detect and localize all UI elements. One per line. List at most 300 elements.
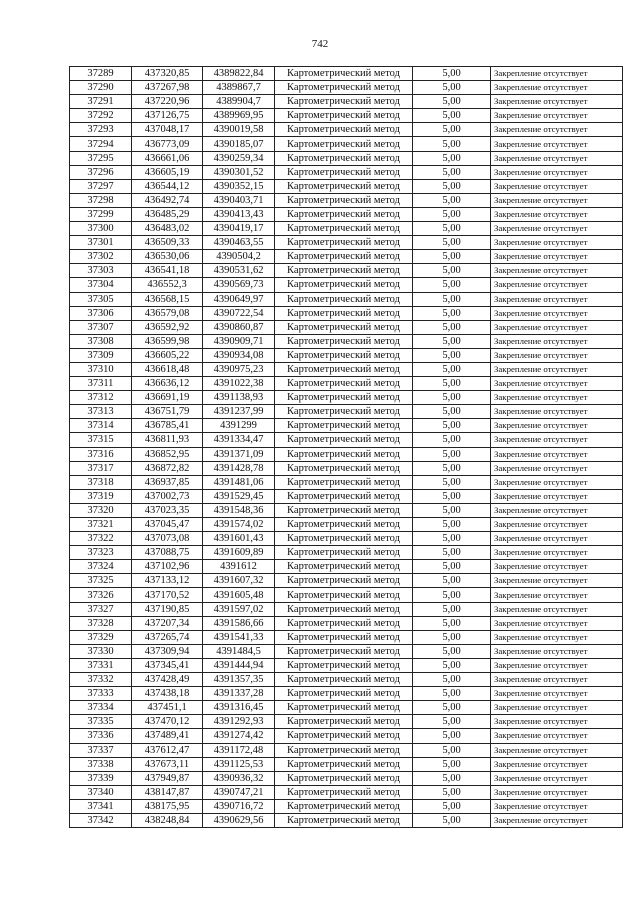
y-coordinate-cell: 4391337,28 <box>203 687 275 701</box>
y-coordinate-cell: 4391612 <box>203 560 275 574</box>
note-cell: Закрепление отсутствует <box>491 179 623 193</box>
y-coordinate-cell: 4390185,07 <box>203 137 275 151</box>
point-number-cell: 37294 <box>70 137 132 151</box>
method-cell: Картометрический метод <box>275 701 413 715</box>
precision-cell: 5,00 <box>413 81 491 95</box>
point-number-cell: 37335 <box>70 715 132 729</box>
x-coordinate-cell: 437949,87 <box>132 771 203 785</box>
point-number-cell: 37323 <box>70 546 132 560</box>
y-coordinate-cell: 4391138,93 <box>203 391 275 405</box>
table-row <box>70 222 623 236</box>
precision-cell: 5,00 <box>413 447 491 461</box>
point-number-cell: 37299 <box>70 207 132 221</box>
method-cell: Картометрический метод <box>275 222 413 236</box>
method-cell: Картометрический метод <box>275 67 413 81</box>
method-cell: Картометрический метод <box>275 405 413 419</box>
y-coordinate-cell: 4391022,38 <box>203 377 275 391</box>
method-cell: Картометрический метод <box>275 644 413 658</box>
point-number-cell: 37327 <box>70 602 132 616</box>
x-coordinate-cell: 437088,75 <box>132 546 203 560</box>
note-cell: Закрепление отсутствует <box>491 193 623 207</box>
note-cell: Закрепление отсутствует <box>491 518 623 532</box>
x-coordinate-cell: 436691,19 <box>132 391 203 405</box>
x-coordinate-cell: 436552,3 <box>132 278 203 292</box>
y-coordinate-cell: 4390301,52 <box>203 165 275 179</box>
x-coordinate-cell: 437045,47 <box>132 518 203 532</box>
table-row <box>70 348 623 362</box>
note-cell: Закрепление отсутствует <box>491 743 623 757</box>
precision-cell: 5,00 <box>413 757 491 771</box>
note-cell: Закрепление отсутствует <box>491 236 623 250</box>
point-number-cell: 37291 <box>70 95 132 109</box>
x-coordinate-cell: 437133,12 <box>132 574 203 588</box>
method-cell: Картометрический метод <box>275 81 413 95</box>
y-coordinate-cell: 4391609,89 <box>203 546 275 560</box>
x-coordinate-cell: 436509,33 <box>132 236 203 250</box>
x-coordinate-cell: 437345,41 <box>132 658 203 672</box>
precision-cell: 5,00 <box>413 419 491 433</box>
table-row <box>70 250 623 264</box>
note-cell: Закрепление отсутствует <box>491 799 623 813</box>
note-cell: Закрепление отсутствует <box>491 433 623 447</box>
method-cell: Картометрический метод <box>275 503 413 517</box>
precision-cell: 5,00 <box>413 264 491 278</box>
point-number-cell: 37340 <box>70 785 132 799</box>
note-cell: Закрепление отсутствует <box>491 574 623 588</box>
precision-cell: 5,00 <box>413 67 491 81</box>
x-coordinate-cell: 437207,34 <box>132 616 203 630</box>
note-cell: Закрепление отсутствует <box>491 81 623 95</box>
table-row <box>70 687 623 701</box>
table-row <box>70 743 623 757</box>
precision-cell: 5,00 <box>413 109 491 123</box>
note-cell: Закрепление отсутствует <box>491 292 623 306</box>
table-row <box>70 151 623 165</box>
method-cell: Картометрический метод <box>275 320 413 334</box>
x-coordinate-cell: 436605,19 <box>132 165 203 179</box>
point-number-cell: 37292 <box>70 109 132 123</box>
x-coordinate-cell: 437320,85 <box>132 67 203 81</box>
x-coordinate-cell: 436530,06 <box>132 250 203 264</box>
precision-cell: 5,00 <box>413 433 491 447</box>
y-coordinate-cell: 4390975,23 <box>203 362 275 376</box>
point-number-cell: 37296 <box>70 165 132 179</box>
point-number-cell: 37336 <box>70 729 132 743</box>
point-number-cell: 37330 <box>70 644 132 658</box>
y-coordinate-cell: 4390909,71 <box>203 334 275 348</box>
x-coordinate-cell: 437023,35 <box>132 503 203 517</box>
point-number-cell: 37317 <box>70 461 132 475</box>
table-row <box>70 574 623 588</box>
note-cell: Закрепление отсутствует <box>491 264 623 278</box>
note-cell: Закрепление отсутствует <box>491 250 623 264</box>
note-cell: Закрепление отсутствует <box>491 729 623 743</box>
table-row <box>70 588 623 602</box>
table-row <box>70 560 623 574</box>
precision-cell: 5,00 <box>413 461 491 475</box>
x-coordinate-cell: 436568,15 <box>132 292 203 306</box>
point-number-cell: 37342 <box>70 813 132 827</box>
y-coordinate-cell: 4391574,02 <box>203 518 275 532</box>
point-number-cell: 37339 <box>70 771 132 785</box>
precision-cell: 5,00 <box>413 236 491 250</box>
table-row <box>70 433 623 447</box>
table-row <box>70 489 623 503</box>
table-row <box>70 518 623 532</box>
note-cell: Закрепление отсутствует <box>491 813 623 827</box>
x-coordinate-cell: 436485,29 <box>132 207 203 221</box>
x-coordinate-cell: 436852,95 <box>132 447 203 461</box>
x-coordinate-cell: 437220,96 <box>132 95 203 109</box>
table-row <box>70 630 623 644</box>
y-coordinate-cell: 4390747,21 <box>203 785 275 799</box>
point-number-cell: 37318 <box>70 475 132 489</box>
x-coordinate-cell: 436811,93 <box>132 433 203 447</box>
note-cell: Закрепление отсутствует <box>491 137 623 151</box>
x-coordinate-cell: 436636,12 <box>132 377 203 391</box>
precision-cell: 5,00 <box>413 799 491 813</box>
method-cell: Картометрический метод <box>275 518 413 532</box>
point-number-cell: 37332 <box>70 673 132 687</box>
point-number-cell: 37311 <box>70 377 132 391</box>
precision-cell: 5,00 <box>413 292 491 306</box>
table-row <box>70 334 623 348</box>
method-cell: Картометрический метод <box>275 715 413 729</box>
table-row <box>70 503 623 517</box>
point-number-cell: 37304 <box>70 278 132 292</box>
precision-cell: 5,00 <box>413 560 491 574</box>
y-coordinate-cell: 4391371,09 <box>203 447 275 461</box>
x-coordinate-cell: 436605,22 <box>132 348 203 362</box>
x-coordinate-cell: 436599,98 <box>132 334 203 348</box>
table-row <box>70 292 623 306</box>
table-row <box>70 771 623 785</box>
table-row <box>70 95 623 109</box>
method-cell: Картометрический метод <box>275 236 413 250</box>
x-coordinate-cell: 437673,11 <box>132 757 203 771</box>
precision-cell: 5,00 <box>413 179 491 193</box>
x-coordinate-cell: 437612,47 <box>132 743 203 757</box>
x-coordinate-cell: 436785,41 <box>132 419 203 433</box>
precision-cell: 5,00 <box>413 207 491 221</box>
point-number-cell: 37293 <box>70 123 132 137</box>
x-coordinate-cell: 436541,18 <box>132 264 203 278</box>
method-cell: Картометрический метод <box>275 574 413 588</box>
point-number-cell: 37325 <box>70 574 132 588</box>
y-coordinate-cell: 4391357,35 <box>203 673 275 687</box>
point-number-cell: 37319 <box>70 489 132 503</box>
note-cell: Закрепление отсутствует <box>491 391 623 405</box>
point-number-cell: 37302 <box>70 250 132 264</box>
precision-cell: 5,00 <box>413 658 491 672</box>
y-coordinate-cell: 4390463,55 <box>203 236 275 250</box>
method-cell: Картометрический метод <box>275 602 413 616</box>
x-coordinate-cell: 436592,92 <box>132 320 203 334</box>
method-cell: Картометрический метод <box>275 109 413 123</box>
method-cell: Картометрический метод <box>275 461 413 475</box>
precision-cell: 5,00 <box>413 123 491 137</box>
table-row <box>70 306 623 320</box>
method-cell: Картометрический метод <box>275 278 413 292</box>
x-coordinate-cell: 437126,75 <box>132 109 203 123</box>
table-row <box>70 419 623 433</box>
method-cell: Картометрический метод <box>275 264 413 278</box>
precision-cell: 5,00 <box>413 193 491 207</box>
table-row <box>70 109 623 123</box>
precision-cell: 5,00 <box>413 377 491 391</box>
method-cell: Картометрический метод <box>275 137 413 151</box>
y-coordinate-cell: 4391428,78 <box>203 461 275 475</box>
method-cell: Картометрический метод <box>275 616 413 630</box>
y-coordinate-cell: 4391529,45 <box>203 489 275 503</box>
table-row <box>70 165 623 179</box>
x-coordinate-cell: 437489,41 <box>132 729 203 743</box>
x-coordinate-cell: 436773,09 <box>132 137 203 151</box>
note-cell: Закрепление отсутствует <box>491 461 623 475</box>
precision-cell: 5,00 <box>413 715 491 729</box>
table-row <box>70 193 623 207</box>
method-cell: Картометрический метод <box>275 475 413 489</box>
method-cell: Картометрический метод <box>275 743 413 757</box>
y-coordinate-cell: 4391172,48 <box>203 743 275 757</box>
y-coordinate-cell: 4390649,97 <box>203 292 275 306</box>
table-row <box>70 179 623 193</box>
table-row <box>70 391 623 405</box>
method-cell: Картометрический метод <box>275 123 413 137</box>
note-cell: Закрепление отсутствует <box>491 673 623 687</box>
point-number-cell: 37310 <box>70 362 132 376</box>
y-coordinate-cell: 4391548,36 <box>203 503 275 517</box>
note-cell: Закрепление отсутствует <box>491 334 623 348</box>
precision-cell: 5,00 <box>413 743 491 757</box>
note-cell: Закрепление отсутствует <box>491 658 623 672</box>
y-coordinate-cell: 4390569,73 <box>203 278 275 292</box>
table-row <box>70 616 623 630</box>
point-number-cell: 37333 <box>70 687 132 701</box>
point-number-cell: 37334 <box>70 701 132 715</box>
method-cell: Картометрический метод <box>275 95 413 109</box>
y-coordinate-cell: 4390352,15 <box>203 179 275 193</box>
point-number-cell: 37290 <box>70 81 132 95</box>
precision-cell: 5,00 <box>413 334 491 348</box>
precision-cell: 5,00 <box>413 616 491 630</box>
method-cell: Картометрический метод <box>275 673 413 687</box>
point-number-cell: 37324 <box>70 560 132 574</box>
note-cell: Закрепление отсутствует <box>491 546 623 560</box>
method-cell: Картометрический метод <box>275 785 413 799</box>
y-coordinate-cell: 4391125,53 <box>203 757 275 771</box>
y-coordinate-cell: 4391444,94 <box>203 658 275 672</box>
precision-cell: 5,00 <box>413 391 491 405</box>
x-coordinate-cell: 436483,02 <box>132 222 203 236</box>
table-row <box>70 532 623 546</box>
y-coordinate-cell: 4391597,02 <box>203 602 275 616</box>
point-number-cell: 37297 <box>70 179 132 193</box>
precision-cell: 5,00 <box>413 362 491 376</box>
point-number-cell: 37322 <box>70 532 132 546</box>
x-coordinate-cell: 437102,96 <box>132 560 203 574</box>
y-coordinate-cell: 4391274,42 <box>203 729 275 743</box>
y-coordinate-cell: 4390504,2 <box>203 250 275 264</box>
y-coordinate-cell: 4390259,34 <box>203 151 275 165</box>
x-coordinate-cell: 437073,08 <box>132 532 203 546</box>
y-coordinate-cell: 4390722,54 <box>203 306 275 320</box>
table-row <box>70 658 623 672</box>
y-coordinate-cell: 4391334,47 <box>203 433 275 447</box>
method-cell: Картометрический метод <box>275 447 413 461</box>
note-cell: Закрепление отсутствует <box>491 320 623 334</box>
point-number-cell: 37329 <box>70 630 132 644</box>
point-number-cell: 37328 <box>70 616 132 630</box>
precision-cell: 5,00 <box>413 475 491 489</box>
method-cell: Картометрический метод <box>275 560 413 574</box>
method-cell: Картометрический метод <box>275 362 413 376</box>
note-cell: Закрепление отсутствует <box>491 630 623 644</box>
coordinates-table-body <box>70 67 623 828</box>
note-cell: Закрепление отсутствует <box>491 362 623 376</box>
point-number-cell: 37308 <box>70 334 132 348</box>
precision-cell: 5,00 <box>413 137 491 151</box>
point-number-cell: 37314 <box>70 419 132 433</box>
precision-cell: 5,00 <box>413 518 491 532</box>
y-coordinate-cell: 4390403,71 <box>203 193 275 207</box>
note-cell: Закрепление отсутствует <box>491 532 623 546</box>
method-cell: Картометрический метод <box>275 377 413 391</box>
table-row <box>70 729 623 743</box>
precision-cell: 5,00 <box>413 532 491 546</box>
point-number-cell: 37337 <box>70 743 132 757</box>
table-row <box>70 785 623 799</box>
x-coordinate-cell: 438175,95 <box>132 799 203 813</box>
table-row <box>70 137 623 151</box>
table-row <box>70 644 623 658</box>
y-coordinate-cell: 4391292,93 <box>203 715 275 729</box>
x-coordinate-cell: 437190,85 <box>132 602 203 616</box>
table-row <box>70 757 623 771</box>
x-coordinate-cell: 436937,85 <box>132 475 203 489</box>
table-row <box>70 475 623 489</box>
y-coordinate-cell: 4390019,58 <box>203 123 275 137</box>
point-number-cell: 37316 <box>70 447 132 461</box>
precision-cell: 5,00 <box>413 489 491 503</box>
method-cell: Картометрический метод <box>275 207 413 221</box>
precision-cell: 5,00 <box>413 701 491 715</box>
y-coordinate-cell: 4389969,95 <box>203 109 275 123</box>
method-cell: Картометрический метод <box>275 348 413 362</box>
point-number-cell: 37300 <box>70 222 132 236</box>
method-cell: Картометрический метод <box>275 250 413 264</box>
table-row <box>70 673 623 687</box>
point-number-cell: 37315 <box>70 433 132 447</box>
y-coordinate-cell: 4390716,72 <box>203 799 275 813</box>
method-cell: Картометрический метод <box>275 588 413 602</box>
method-cell: Картометрический метод <box>275 771 413 785</box>
y-coordinate-cell: 4389867,7 <box>203 81 275 95</box>
precision-cell: 5,00 <box>413 151 491 165</box>
precision-cell: 5,00 <box>413 630 491 644</box>
precision-cell: 5,00 <box>413 771 491 785</box>
point-number-cell: 37309 <box>70 348 132 362</box>
point-number-cell: 37313 <box>70 405 132 419</box>
table-row <box>70 320 623 334</box>
x-coordinate-cell: 437428,49 <box>132 673 203 687</box>
precision-cell: 5,00 <box>413 348 491 362</box>
method-cell: Картометрический метод <box>275 334 413 348</box>
note-cell: Закрепление отсутствует <box>491 489 623 503</box>
precision-cell: 5,00 <box>413 165 491 179</box>
y-coordinate-cell: 4391484,5 <box>203 644 275 658</box>
method-cell: Картометрический метод <box>275 532 413 546</box>
precision-cell: 5,00 <box>413 644 491 658</box>
point-number-cell: 37341 <box>70 799 132 813</box>
y-coordinate-cell: 4390860,87 <box>203 320 275 334</box>
note-cell: Закрепление отсутствует <box>491 419 623 433</box>
precision-cell: 5,00 <box>413 306 491 320</box>
point-number-cell: 37305 <box>70 292 132 306</box>
note-cell: Закрепление отсутствует <box>491 701 623 715</box>
y-coordinate-cell: 4391299 <box>203 419 275 433</box>
point-number-cell: 37307 <box>70 320 132 334</box>
method-cell: Картометрический метод <box>275 179 413 193</box>
table-row <box>70 799 623 813</box>
table-row <box>70 278 623 292</box>
note-cell: Закрепление отсутствует <box>491 602 623 616</box>
y-coordinate-cell: 4390936,32 <box>203 771 275 785</box>
table-row <box>70 813 623 827</box>
y-coordinate-cell: 4390934,08 <box>203 348 275 362</box>
note-cell: Закрепление отсутствует <box>491 67 623 81</box>
y-coordinate-cell: 4391237,99 <box>203 405 275 419</box>
note-cell: Закрепление отсутствует <box>491 109 623 123</box>
note-cell: Закрепление отсутствует <box>491 447 623 461</box>
precision-cell: 5,00 <box>413 546 491 560</box>
table-row <box>70 362 623 376</box>
y-coordinate-cell: 4390629,56 <box>203 813 275 827</box>
table-row <box>70 447 623 461</box>
x-coordinate-cell: 436872,82 <box>132 461 203 475</box>
point-number-cell: 37303 <box>70 264 132 278</box>
point-number-cell: 37295 <box>70 151 132 165</box>
y-coordinate-cell: 4391316,45 <box>203 701 275 715</box>
method-cell: Картометрический метод <box>275 433 413 447</box>
precision-cell: 5,00 <box>413 278 491 292</box>
y-coordinate-cell: 4389904,7 <box>203 95 275 109</box>
x-coordinate-cell: 437170,52 <box>132 588 203 602</box>
precision-cell: 5,00 <box>413 588 491 602</box>
page-number: 742 <box>311 38 329 50</box>
note-cell: Закрепление отсутствует <box>491 222 623 236</box>
x-coordinate-cell: 437265,74 <box>132 630 203 644</box>
note-cell: Закрепление отсутствует <box>491 503 623 517</box>
y-coordinate-cell: 4391601,43 <box>203 532 275 546</box>
table-row <box>70 377 623 391</box>
x-coordinate-cell: 437438,18 <box>132 687 203 701</box>
method-cell: Картометрический метод <box>275 757 413 771</box>
x-coordinate-cell: 437048,17 <box>132 123 203 137</box>
method-cell: Картометрический метод <box>275 391 413 405</box>
x-coordinate-cell: 436751,79 <box>132 405 203 419</box>
method-cell: Картометрический метод <box>275 306 413 320</box>
method-cell: Картометрический метод <box>275 489 413 503</box>
note-cell: Закрепление отсутствует <box>491 95 623 109</box>
y-coordinate-cell: 4389822,84 <box>203 67 275 81</box>
point-number-cell: 37321 <box>70 518 132 532</box>
x-coordinate-cell: 437267,98 <box>132 81 203 95</box>
precision-cell: 5,00 <box>413 222 491 236</box>
y-coordinate-cell: 4391607,32 <box>203 574 275 588</box>
precision-cell: 5,00 <box>413 687 491 701</box>
point-number-cell: 37338 <box>70 757 132 771</box>
